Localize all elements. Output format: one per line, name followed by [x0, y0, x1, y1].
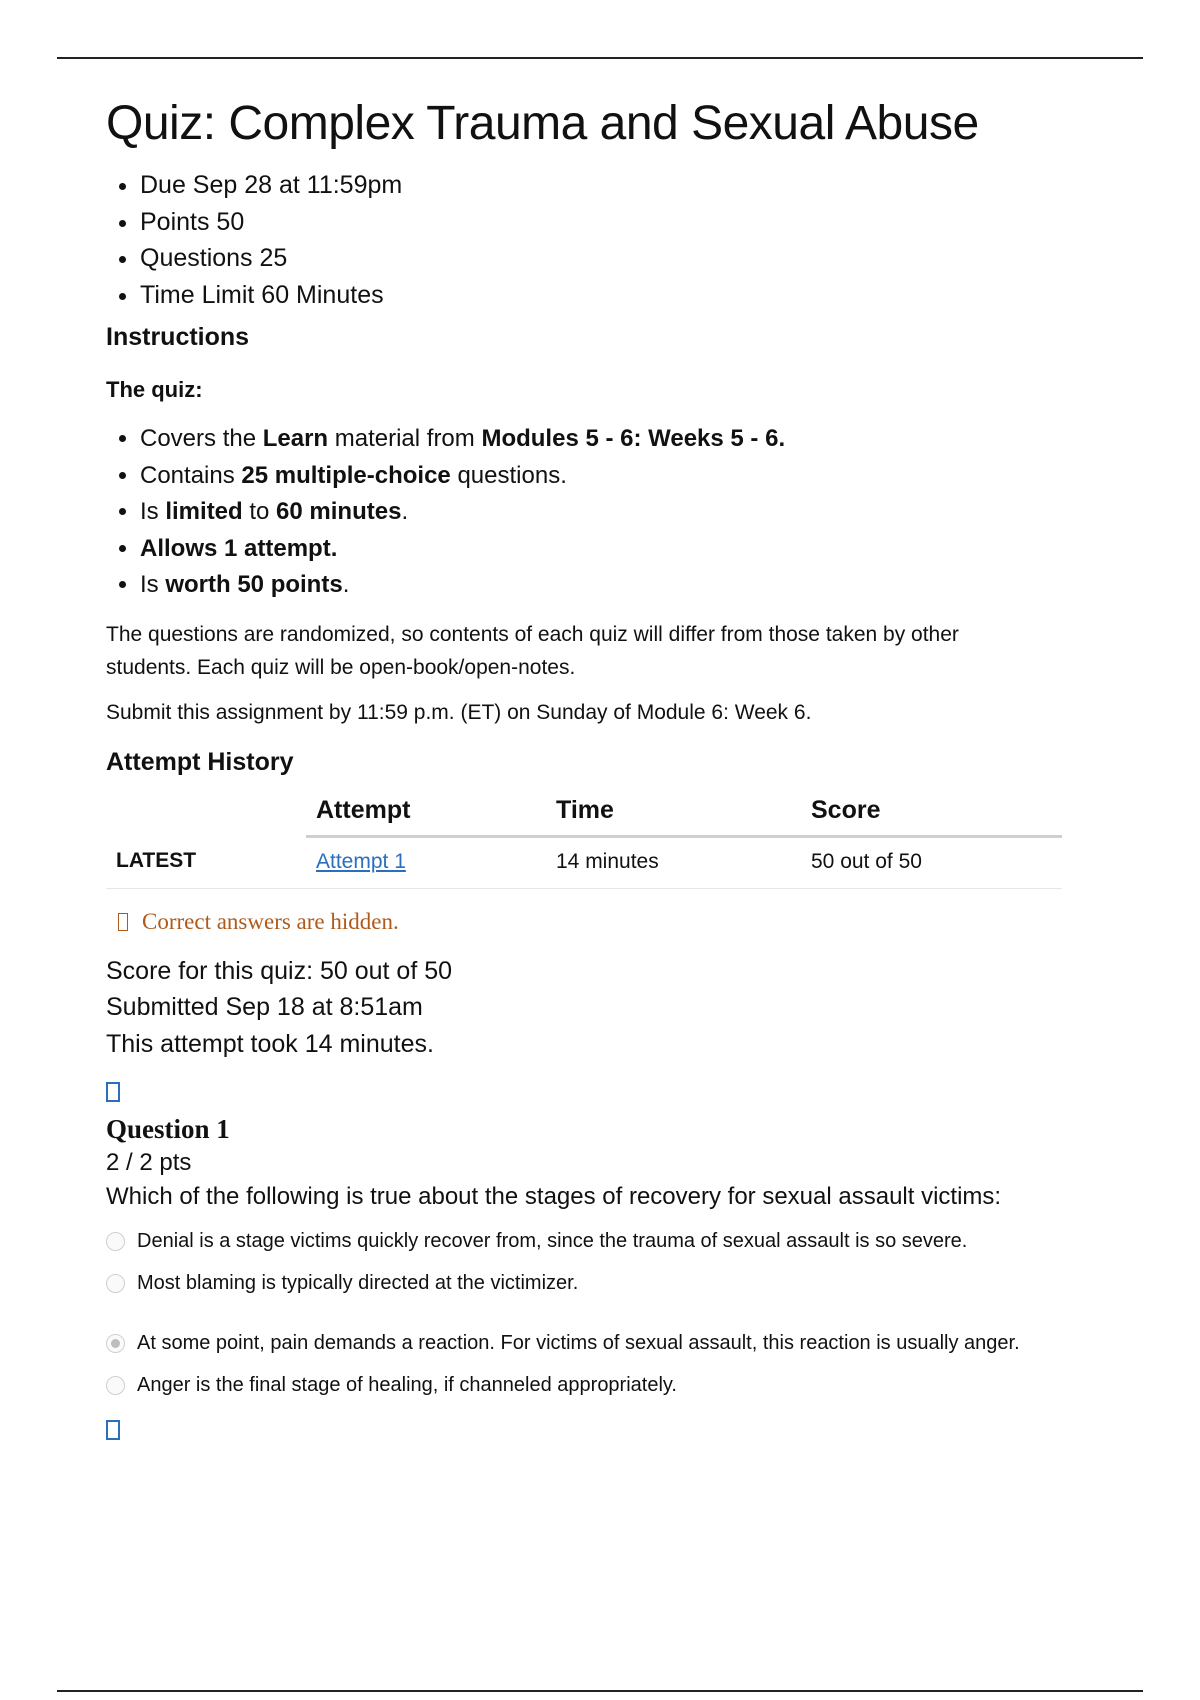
time-limit: • Time Limit 60 Minutes	[140, 277, 1106, 314]
text-bold: 60 minutes	[276, 498, 402, 525]
text: .	[401, 498, 409, 525]
attempt-history-heading: Attempt History	[106, 747, 294, 776]
text: .	[342, 571, 350, 598]
due-date: • Due Sep 28 at 11:59pm	[140, 167, 1106, 204]
bullet-contains	[140, 458, 1106, 495]
bullet-worth	[140, 567, 1106, 604]
questions-count: • Questions 25	[140, 240, 1106, 277]
submit-note: Submit this assignment by 11:59 p.m. (ET) on Sunday of Module 6: Week 6.	[106, 700, 812, 724]
answer-text: Most blaming is typically directed at the victimizer.	[137, 1271, 579, 1294]
text-bold: Modules 5 - 6: Weeks 5 - 6.	[481, 425, 786, 452]
column-score: Score	[801, 786, 1062, 837]
answer-option[interactable]	[106, 1220, 1106, 1262]
latest-label: LATEST	[106, 836, 306, 888]
instruction-bullets	[106, 421, 1106, 604]
table-row	[106, 836, 1062, 888]
bottom-rule	[57, 1690, 1143, 1692]
duration-line: This attempt took 14 minutes.	[106, 1029, 434, 1058]
text: Is	[140, 498, 166, 525]
randomized-note: The questions are randomized, so contents of each quiz will differ from those taken by other students. Each quiz will be open-book/open-notes.	[106, 622, 959, 679]
text: material from	[328, 425, 482, 452]
quiz-page	[106, 96, 1106, 1440]
column-attempt: Attempt	[306, 786, 546, 837]
top-rule	[57, 57, 1143, 59]
text: to	[242, 498, 277, 525]
score-line: Score for this quiz: 50 out of 50	[106, 956, 453, 985]
answer-option[interactable]	[106, 1262, 1106, 1304]
blank-header	[106, 786, 306, 837]
points: • Points 50	[140, 204, 1106, 241]
answer-text: At some point, pain demands a reaction. For victims of sexual assault, this reaction is usually anger.	[137, 1331, 1020, 1354]
notice-text: Correct answers are hidden.	[142, 908, 399, 934]
radio-button[interactable]	[106, 1274, 125, 1293]
text-bold: Allows 1 attempt.	[140, 534, 338, 562]
answer-text: Denial is a stage victims quickly recover from, since the trauma of sexual assault is so severe.	[137, 1229, 968, 1252]
column-time: Time	[546, 786, 801, 837]
answers-hidden-notice	[118, 909, 1106, 935]
bullet-attempts	[140, 531, 1106, 568]
attempt-1-link[interactable]: Attempt 1	[316, 849, 406, 873]
text-bold: worth 50 points	[165, 571, 343, 598]
question-flag-icon[interactable]	[106, 1420, 120, 1440]
quiz-meta-list	[106, 167, 1106, 313]
bullet-limited	[140, 494, 1106, 531]
question-title: Question 1	[106, 1114, 230, 1144]
score-summary	[106, 953, 1106, 1063]
text: questions.	[450, 461, 567, 489]
attempt-history-table	[106, 786, 1062, 889]
the-quiz-label: The quiz:	[106, 377, 203, 402]
question-points: 2 / 2 pts	[106, 1149, 192, 1176]
table-header-row	[106, 786, 1062, 837]
info-icon	[118, 913, 128, 931]
answer-list	[106, 1220, 1106, 1406]
radio-button[interactable]	[106, 1232, 125, 1251]
question-text: Which of the following is true about the stages of recovery for sexual assault victims:	[106, 1183, 1002, 1210]
answer-option[interactable]	[106, 1364, 1106, 1406]
time-cell: 14 minutes	[546, 836, 801, 888]
text-bold: Learn	[262, 425, 329, 452]
question-flag-icon[interactable]	[106, 1082, 120, 1102]
submitted-line: Submitted Sep 18 at 8:51am	[106, 993, 423, 1021]
answer-text: Anger is the final stage of healing, if channeled appropriately.	[137, 1373, 677, 1396]
answer-option-selected[interactable]	[106, 1322, 1106, 1364]
text: Contains	[140, 461, 242, 489]
text-bold: limited	[165, 498, 243, 525]
score-cell: 50 out of 50	[801, 836, 1062, 888]
bullet-covers	[140, 421, 1106, 458]
attempt-cell	[306, 836, 546, 888]
text-bold: 25 multiple-choice	[241, 461, 451, 489]
instructions-heading: Instructions	[106, 323, 250, 351]
text: Covers the	[140, 425, 263, 452]
text: Is	[140, 571, 166, 598]
radio-button[interactable]	[106, 1376, 125, 1395]
page-title: Quiz: Complex Trauma and Sexual Abuse	[106, 97, 979, 150]
radio-button-selected[interactable]	[106, 1334, 125, 1353]
